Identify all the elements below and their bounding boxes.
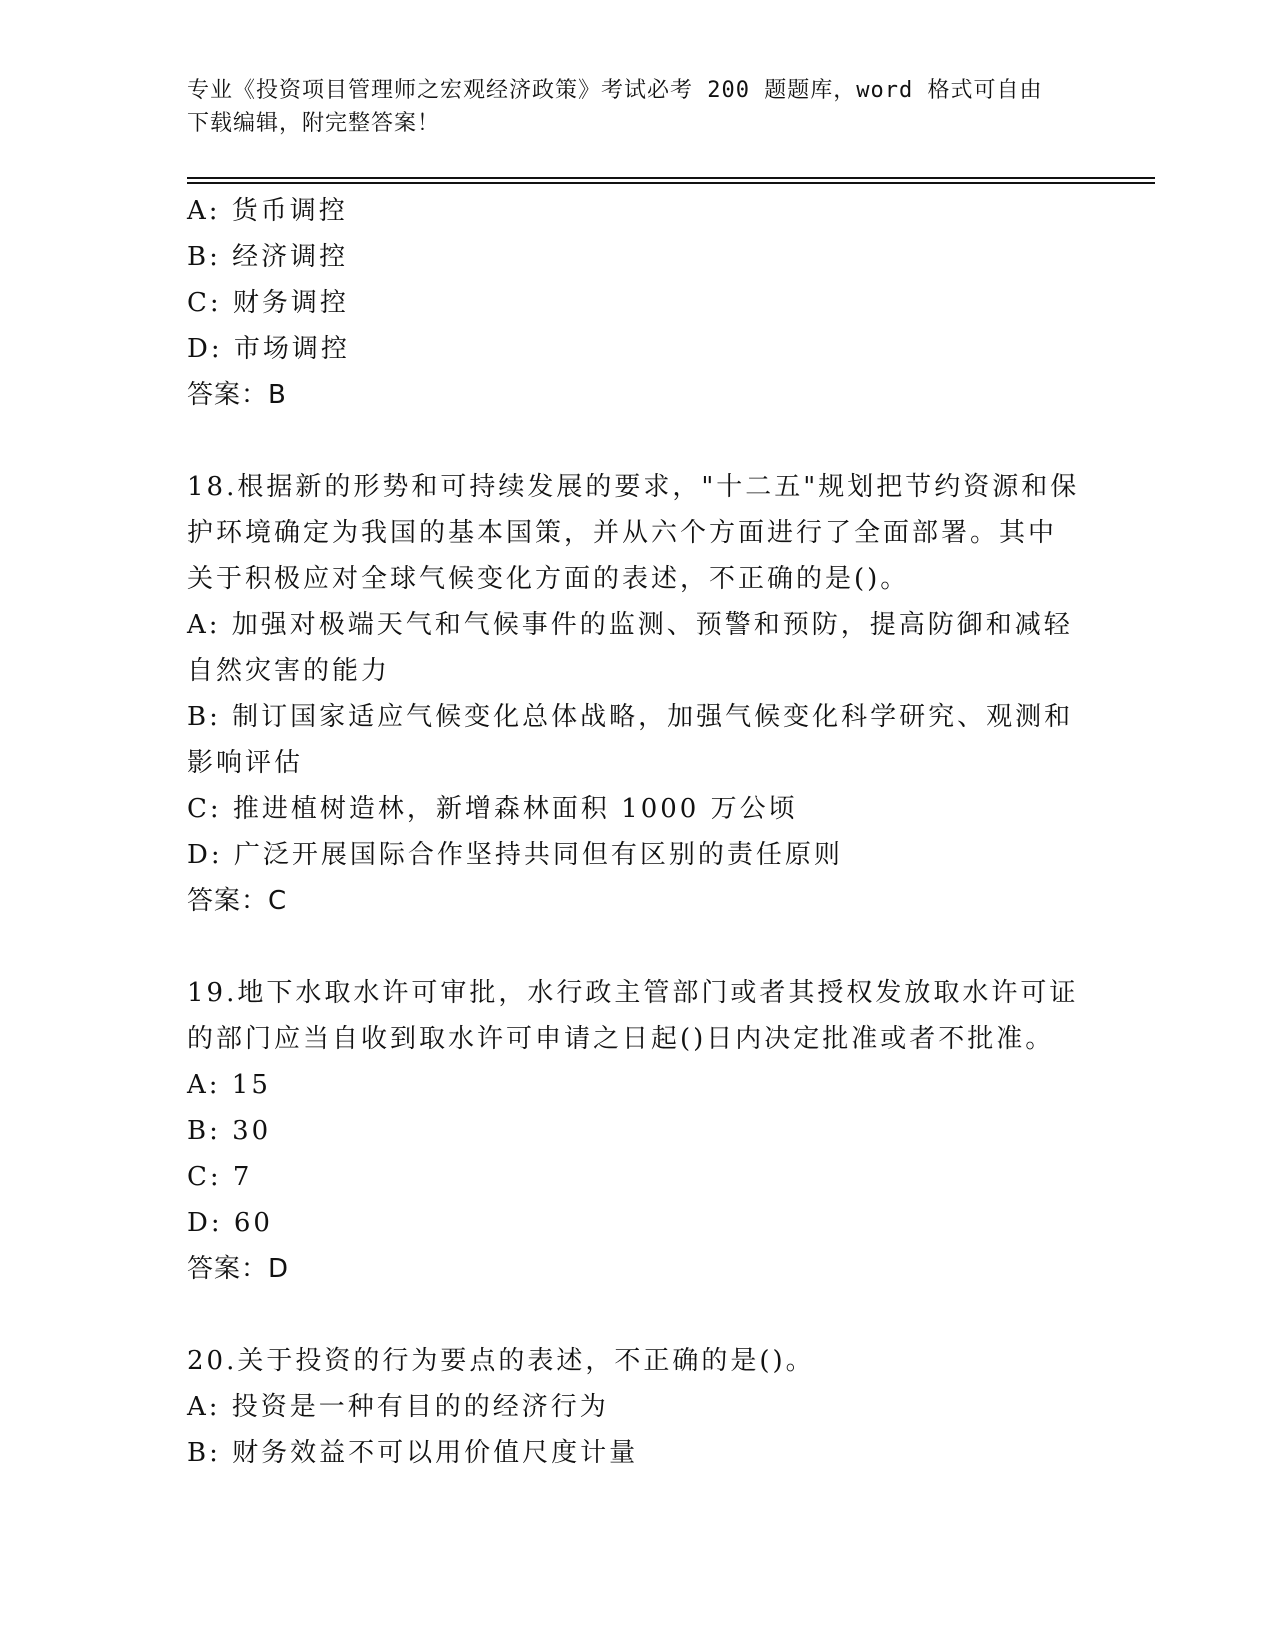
question-20 xyxy=(187,1338,1087,1476)
question-18 xyxy=(187,464,1087,924)
header-divider-bottom xyxy=(187,182,1155,184)
spacer xyxy=(187,1292,1087,1338)
answer-line: 答案：B xyxy=(187,380,287,410)
option-d: D: 广泛开展国际合作坚持共同但有区别的责任原则 xyxy=(187,840,843,870)
option-b: B: 30 xyxy=(187,1116,272,1146)
option-a: A: 15 xyxy=(187,1070,271,1100)
option-c: C: 7 xyxy=(187,1162,253,1192)
option-a: A: 货币调控 xyxy=(187,196,348,226)
question-stem-line: 18.根据新的形势和可持续发展的要求，"十二五"规划把节约资源和保 xyxy=(187,472,1080,502)
question-stem-line: 20.关于投资的行为要点的表述，不正确的是()。 xyxy=(187,1346,815,1376)
question-17-tail xyxy=(187,188,1087,418)
option-b: B: 经济调控 xyxy=(187,242,349,272)
question-stem-line: 关于积极应对全球气候变化方面的表述，不正确的是()。 xyxy=(187,564,910,594)
header-line-1: 专业《投资项目管理师之宏观经济政策》考试必考 200 题题库，word 格式可自由 xyxy=(187,78,1043,103)
option-d: D: 市场调控 xyxy=(187,334,350,364)
question-19 xyxy=(187,970,1087,1292)
option-b-continued: 影响评估 xyxy=(187,748,304,778)
option-c: C: 财务调控 xyxy=(187,288,349,318)
option-a: A: 投资是一种有目的的经济行为 xyxy=(187,1392,609,1422)
option-a-continued: 自然灾害的能力 xyxy=(187,656,391,686)
header-divider-top xyxy=(187,177,1155,179)
spacer xyxy=(187,924,1087,970)
header-line-2: 下载编辑，附完整答案！ xyxy=(187,111,441,136)
option-d: D: 60 xyxy=(187,1208,273,1238)
answer-line: 答案：D xyxy=(187,1254,290,1284)
spacer xyxy=(187,418,1087,464)
question-stem-line: 护环境确定为我国的基本国策，并从六个方面进行了全面部署。其中 xyxy=(187,518,1058,548)
question-stem-line: 19.地下水取水许可审批，水行政主管部门或者其授权发放取水许可证 xyxy=(187,978,1079,1008)
option-a: A: 加强对极端天气和气候事件的监测、预警和预防，提高防御和减轻 xyxy=(187,610,1073,640)
answer-line: 答案：C xyxy=(187,886,288,916)
question-stem-line: 的部门应当自收到取水许可申请之日起()日内决定批准或者不批准。 xyxy=(187,1024,1055,1054)
option-b: B: 财务效益不可以用价值尺度计量 xyxy=(187,1438,639,1468)
question-list xyxy=(187,188,1087,1476)
option-b: B: 制订国家适应气候变化总体战略，加强气候变化科学研究、观测和 xyxy=(187,702,1074,732)
document-header xyxy=(187,74,1067,140)
option-c: C: 推进植树造林，新增森林面积 1000 万公顷 xyxy=(187,794,798,824)
